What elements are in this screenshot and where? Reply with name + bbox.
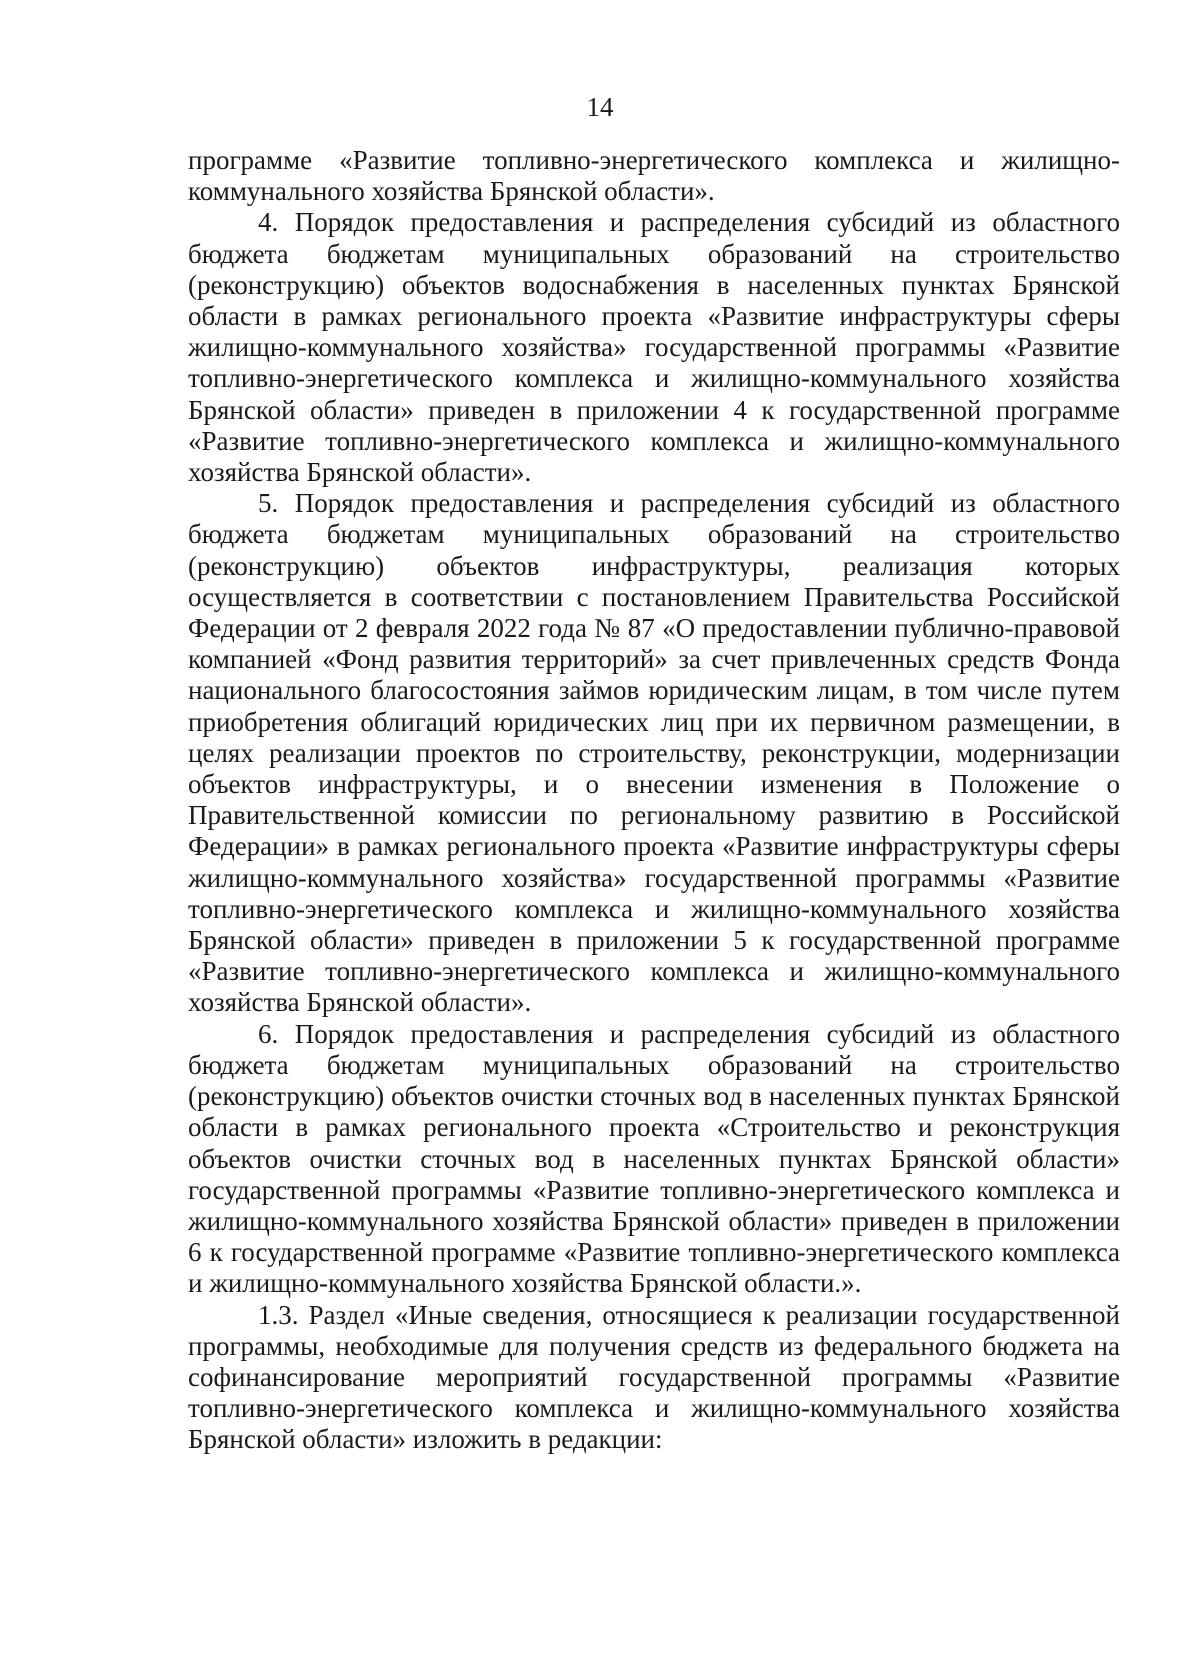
page-number: 14 xyxy=(586,92,614,122)
paragraph-item-1-3: 1.3. Раздел «Иные сведения, относящиеся к реализации государственной программы, необходимые для получения средств из федерального бюджета на софинансирование мероприятий государственной программы «Развитие топливно-энергетического комплекса и жилищно-коммунального хозяйства Брянской области» изложить в редакции: xyxy=(188,1299,1120,1455)
paragraph-continuation: программе «Развитие топливно-энергетического комплекса и жилищно-коммунального хозяйства Брянской области». xyxy=(188,145,1120,207)
document-body xyxy=(188,145,1120,1456)
paragraph-item-4: 4. Порядок предоставления и распределения субсидий из областного бюджета бюджетам муниципальных образований на строительство (реконструкцию) объектов водоснабжения в населенных пунктах Брянской области в рамках регионального проекта «Развитие инфраструктуры сферы жилищно-коммунального хозяйства» государственной программы «Развитие топливно-энергетического комплекса и жилищно-коммунального хозяйства Брянской области» приведен в приложении 4 к государственной программе «Развитие топливно-энергетического комплекса и жилищно-коммунального хозяйства Брянской области». xyxy=(188,207,1120,488)
paragraph-item-5: 5. Порядок предоставления и распределения субсидий из областного бюджета бюджетам муниципальных образований на строительство (реконструкцию) объектов инфраструктуры, реализация которых осуществляется в соответствии с постановлением Правительства Российской Федерации от 2 февраля 2022 года № 87 «О предоставлении публично-правовой компанией «Фонд развития территорий» за счет привлеченных средств Фонда национального благосостояния займов юридическим лицам, в том числе путем приобретения облигаций юридических лиц при их первичном размещении, в целях реализации проектов по строительству, реконструкции, модернизации объектов инфраструктуры, и о внесении изменения в Положение о Правительственной комиссии по региональному развитию в Российской Федерации» в рамках регионального проекта «Развитие инфраструктуры сферы жилищно-коммунального хозяйства» государственной программы «Развитие топливно-энергетического комплекса и жилищно-коммунального хозяйства Брянской области» приведен в приложении 5 к государственной программе «Развитие топливно-энергетического комплекса и жилищно-коммунального хозяйства Брянской области». xyxy=(188,488,1120,1018)
paragraph-item-6: 6. Порядок предоставления и распределения субсидий из областного бюджета бюджетам муниципальных образований на строительство (реконструкцию) объектов очистки сточных вод в населенных пунктах Брянской области в рамках регионального проекта «Строительство и реконструкция объектов очистки сточных вод в населенных пунктах Брянской области» государственной программы «Развитие топливно-энергетического комплекса и жилищно-коммунального хозяйства Брянской области» приведен в приложении 6 к государственной программе «Развитие топливно-энергетического комплекса и жилищно-коммунального хозяйства Брянской области.». xyxy=(188,1018,1120,1299)
